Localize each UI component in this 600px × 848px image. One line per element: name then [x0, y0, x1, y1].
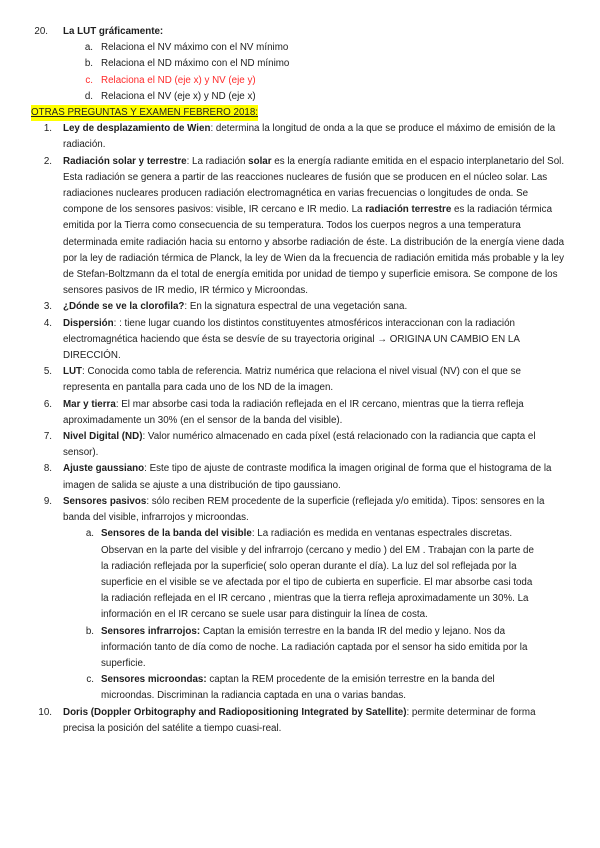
- sensor-visible: a. Sensores de la banda del visible: La radiación es medida en ventanas espectrales discretas. Observan en la parte del visible y del infrarrojo (cercano y medio ) del EM . Trabajan con la parte de la radiación reflejada por la superficie( solo operan durante el día). La luz del sol reflejada por la superficie en el visible se ve afectada por el tipo de cubierta en superficie. El mar absorbe casi toda la radiación reflejada en el IR cercano , mientras que la tierra refleja aproximadamente un 30%. La información en el IR cercano se suele usar para distinguir la línea de costa.: [85, 528, 534, 621]
- lut-option-d: d. Relaciona el NV (eje x) y ND (eje x): [84, 90, 256, 102]
- lut-question-title: La LUT gráficamente:: [63, 26, 164, 37]
- sensor-microondas: c. Sensores microondas: captan la REM procedente de la emisión terrestre en la banda del microondas. Discriminan la radiancia captada en una o varias bandas.: [86, 674, 495, 702]
- lut-question: [0, 24, 600, 40]
- item-wien: 1. Ley de desplazamiento de Wien: determina la longitud de onda a la que se produce el máximo de emisión de la radiación.: [43, 123, 556, 151]
- section-heading-row: [0, 105, 600, 121]
- lut-option-b: b. Relaciona el ND máximo con el ND mínimo: [84, 58, 290, 70]
- item-dispersion: 4. Dispersión: : tiene lugar cuando los distintos constituyentes atmosféricos interaccionan con la radiación electromagnética haciendo que ésta se desvíe de su trayectoria original → ORIGINA UN CAMBIO EN LA DIRECCIÓN.: [43, 317, 520, 362]
- item-mar-tierra: 6. Mar y tierra: El mar absorbe casi toda la radiación reflejada en el IR cercano, mientras que la tierra refleja aproximadamente un 30% (en el sensor de la banda del visible).: [43, 398, 524, 426]
- item-number: 20.: [34, 26, 48, 37]
- item-lut: 5. LUT: Conocida como tabla de referencia. Matriz numérica que relaciona el nivel visual (NV) con el que se representa en pantalla para cada uno de los ND de la imagen.: [43, 366, 521, 394]
- item-radiacion: 2. Radiación solar y terrestre: La radiación solar es la energía radiante emitida en el espacio interplanetario del Sol. Esta radiación se genera a partir de las reacciones nucleares de fusión que se producen en el núcleo solar. Las radiaciones nucleares producen radiación electromagnética en varias frecuencias o longitudes de onda. Se compone de los sensores pasivos: visible, IR cercano e IR medio. La radiación terrestre es la radiación térmica emitida por la Tierra como consecuencia de su temperatura. Todos los cuerpos negros a una temperatura determinada emite radiación hacia su entorno y absorbe radiación de éste. La distribución de la energía viene dada por la ley de radiación térmica de Planck, la ley de Wien da la frecuencia de radiación emitida más probable y la ley de Stefan-Boltzmann da el total de energía emitida por unidad de tiempo y superficie emisora. Se compone de los sensores pasivos de IR medio, IR térmico y Microondas.: [43, 155, 565, 297]
- lut-option-c: c. Relaciona el ND (eje x) y NV (eje y): [85, 74, 256, 86]
- document-page: [0, 24, 600, 737]
- lut-option-a: a. Relaciona el NV máximo con el NV mínimo: [84, 42, 289, 54]
- item-sensores-pasivos: 9. Sensores pasivos: sólo reciben REM procedente de la superficie (reflejada y/o emitida). Tipos: sensores en la banda del visible, infrarrojos y microondas.: [43, 495, 545, 524]
- section-heading: OTRAS PREGUNTAS Y EXAMEN FEBRERO 2018:: [31, 105, 258, 121]
- item-clorofila: 3. ¿Dónde se ve la clorofila?: En la signatura espectral de una vegetación sana.: [43, 301, 408, 313]
- item-ajuste-gaussiano: 8. Ajuste gaussiano: Este tipo de ajuste de contraste modifica la imagen original de forma que el histograma de la imagen de salida se ajuste a una distribución de tipo gaussiano.: [43, 463, 552, 491]
- item-nivel-digital: 7. Nivel Digital (ND): Valor numérico almacenado en cada píxel (está relacionado con la radiancia que capta el sensor).: [43, 431, 536, 459]
- sensor-infrarrojos: b. Sensores infrarrojos: Captan la emisión terrestre en la banda IR del medio y lejano. Nos da información tanto de día como de noche. La radiación captada por el sensor ha sido emitida por la superficie.: [85, 625, 528, 669]
- item-doris: 10. Doris (Doppler Orbitography and Radiopositioning Integrated by Satellite): permite determinar de forma precisa la posición del satélite a tiempo cuasi-real.: [38, 706, 536, 734]
